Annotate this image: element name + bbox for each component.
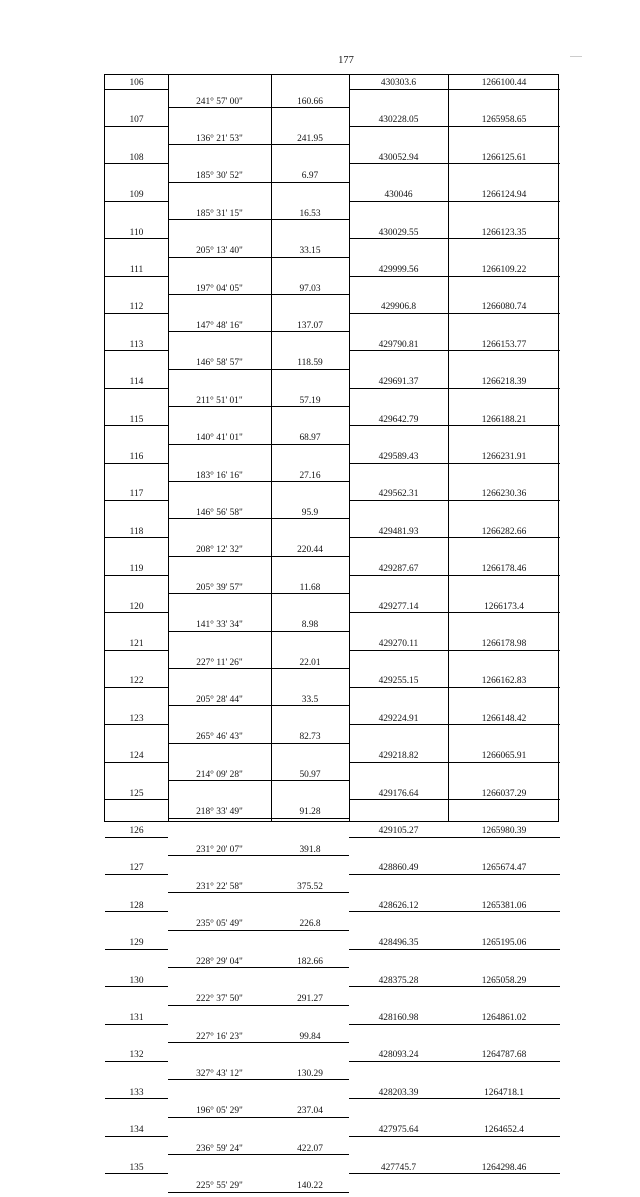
row-rule: [168, 144, 349, 145]
distance-value: 8.98: [301, 620, 319, 631]
bearing-value: 327° 43' 12": [196, 1068, 243, 1079]
point-number: 107: [129, 115, 144, 126]
point-number: 118: [129, 526, 144, 537]
row-rule: [349, 313, 560, 314]
x-coordinate: 429105.27: [378, 826, 419, 836]
x-coordinate: 429999.56: [378, 265, 419, 275]
x-coordinate: 429691.37: [378, 377, 419, 388]
row-rule: [105, 1136, 168, 1137]
table-row: [105, 262, 558, 299]
row-rule: [105, 276, 168, 277]
y-coordinate: 1266037.29: [481, 788, 527, 799]
point-number: 123: [129, 713, 144, 724]
point-number: 111: [129, 265, 144, 275]
table-row: [105, 75, 558, 112]
y-coordinate: 1266109.22: [481, 265, 527, 275]
x-coordinate: 428626.12: [378, 900, 419, 911]
distance-value: 97.03: [299, 283, 321, 294]
distance-value: 95.9: [301, 507, 319, 518]
row-rule: [349, 1136, 560, 1137]
distance-value: 33.15: [299, 246, 321, 257]
row-rule: [105, 986, 168, 987]
row-rule: [168, 967, 349, 968]
x-coordinate: 427975.64: [378, 1125, 419, 1136]
table-row: [105, 225, 558, 262]
table-row: [105, 935, 558, 972]
row-rule: [105, 650, 168, 651]
row-rule: [349, 238, 560, 239]
row-rule: [349, 762, 560, 763]
point-number: 113: [129, 339, 144, 350]
y-coordinate: 1264861.02: [481, 1013, 527, 1023]
point-number: 108: [129, 152, 144, 163]
distance-value: 375.52: [297, 881, 323, 892]
bearing-value: 205° 28' 44": [196, 694, 243, 705]
row-rule: [168, 107, 349, 108]
row-rule: [105, 1098, 168, 1099]
distance-value: 391.8: [299, 844, 321, 855]
bearing-value: 265° 46' 43": [196, 732, 243, 743]
row-rule: [168, 1117, 349, 1118]
x-coordinate: 429790.81: [378, 339, 419, 350]
row-rule: [349, 463, 560, 464]
table-row: [105, 599, 558, 636]
x-coordinate: 429277.14: [378, 601, 419, 612]
distance-value: 50.97: [299, 769, 321, 780]
row-rule: [349, 350, 560, 351]
distance-value: 118.59: [297, 358, 323, 369]
row-rule: [105, 799, 168, 800]
table-row: [105, 786, 558, 823]
row-rule: [105, 612, 168, 613]
row-rule: [105, 874, 168, 875]
row-rule: [105, 1024, 168, 1025]
distance-value: 27.16: [299, 470, 321, 481]
x-coordinate: 427745.7: [380, 1162, 417, 1173]
table-row: [105, 1122, 558, 1159]
distance-value: 241.95: [297, 133, 323, 144]
row-rule: [105, 313, 168, 314]
x-coordinate: 430303.6: [380, 78, 417, 88]
point-number: 110: [129, 227, 144, 238]
y-coordinate: 1265195.06: [481, 938, 527, 949]
point-number: 116: [129, 452, 144, 462]
y-coordinate: 1265980.39: [481, 826, 527, 836]
row-rule: [349, 650, 560, 651]
point-number: 117: [129, 489, 144, 500]
y-coordinate: 1266231.91: [481, 452, 527, 462]
row-rule: [168, 631, 349, 632]
distance-value: 422.07: [297, 1143, 323, 1154]
bearing-value: 183° 16' 16": [196, 470, 243, 481]
y-coordinate: 1265958.65: [481, 115, 527, 126]
y-coordinate: 1264298.46: [481, 1162, 527, 1173]
y-coordinate: 1266173.4: [484, 601, 524, 612]
row-rule: [168, 1042, 349, 1043]
point-number: 131: [129, 1013, 144, 1023]
row-rule: [349, 89, 560, 90]
bearing-value: 147° 48' 16": [196, 320, 243, 331]
table-row: [105, 112, 558, 149]
y-coordinate: 1266178.46: [481, 564, 527, 575]
row-rule: [105, 762, 168, 763]
point-number: 128: [129, 900, 144, 911]
y-coordinate: 1266148.42: [481, 713, 527, 724]
bearing-value: 241° 57' 00": [196, 96, 243, 107]
table-row: [105, 187, 558, 224]
bearing-value: 197° 04' 05": [196, 283, 243, 294]
row-rule: [168, 1154, 349, 1155]
bearing-value: 205° 39' 57": [196, 582, 243, 593]
row-rule: [168, 556, 349, 557]
x-coordinate: 428375.28: [378, 975, 419, 986]
bearing-value: 146° 58' 57": [196, 358, 243, 369]
x-coordinate: 428860.49: [378, 863, 419, 874]
y-coordinate: 1266230.36: [481, 489, 527, 500]
y-coordinate: 1266178.98: [481, 639, 527, 649]
bearing-value: 141° 33' 34": [196, 620, 243, 631]
row-rule: [105, 1061, 168, 1062]
table-row: [105, 636, 558, 673]
coordinate-table: [104, 74, 559, 1192]
x-coordinate: 428496.35: [378, 938, 419, 949]
point-number: 134: [129, 1125, 144, 1136]
distance-value: 6.97: [301, 171, 319, 182]
row-rule: [105, 238, 168, 239]
row-rule: [105, 911, 168, 912]
bearing-value: 218° 33' 49": [196, 807, 243, 818]
point-number: 120: [129, 601, 144, 612]
table-row: [105, 486, 558, 523]
point-number: 106: [129, 78, 144, 88]
x-coordinate: 429224.91: [378, 713, 419, 724]
table-row: [105, 299, 558, 336]
row-rule: [168, 1005, 349, 1006]
distance-value: 130.29: [297, 1068, 323, 1079]
row-rule: [349, 126, 560, 127]
distance-value: 160.66: [297, 96, 323, 107]
distance-value: 140.22: [297, 1181, 323, 1192]
distance-value: 11.68: [299, 582, 321, 593]
x-coordinate: 428093.24: [378, 1050, 419, 1061]
row-rule: [168, 444, 349, 445]
point-number: 112: [129, 302, 144, 313]
y-coordinate: 1266123.35: [481, 227, 527, 238]
bearing-value: 227° 11' 26": [196, 657, 243, 668]
row-rule: [168, 219, 349, 220]
row-rule: [349, 1024, 560, 1025]
bearing-value: 208° 12' 32": [196, 545, 243, 556]
table-row: [105, 150, 558, 187]
row-rule: [105, 89, 168, 90]
y-coordinate: 1266124.94: [481, 190, 527, 201]
bearing-value: 205° 13' 40": [196, 246, 243, 257]
row-rule: [168, 331, 349, 332]
bearing-value: 140° 41' 01": [196, 433, 243, 444]
point-number: 135: [129, 1162, 144, 1173]
row-rule: [168, 1079, 349, 1080]
row-rule: [105, 837, 168, 838]
row-rule: [168, 818, 349, 819]
x-coordinate: 429906.8: [380, 302, 417, 313]
table-row: [105, 1085, 558, 1122]
x-coordinate: 429562.31: [378, 489, 419, 500]
point-number: 121: [129, 639, 144, 649]
x-coordinate: 429270.11: [378, 639, 419, 649]
table-row: [105, 748, 558, 785]
row-rule: [105, 687, 168, 688]
point-number: 122: [129, 676, 144, 687]
margin-mark: [570, 56, 582, 57]
row-rule: [105, 425, 168, 426]
x-coordinate: 428160.98: [378, 1013, 419, 1023]
point-number: 126: [129, 826, 144, 836]
table-row: [105, 823, 558, 860]
row-rule: [168, 257, 349, 258]
row-rule: [349, 687, 560, 688]
x-coordinate: 430029.55: [378, 227, 419, 238]
row-rule: [349, 1098, 560, 1099]
row-rule: [349, 1173, 560, 1174]
bearing-value: 225° 55' 29": [196, 1181, 243, 1192]
x-coordinate: 428203.39: [378, 1087, 419, 1098]
row-rule: [168, 518, 349, 519]
row-rule: [349, 388, 560, 389]
distance-value: 82.73: [299, 732, 321, 743]
table-row: [105, 412, 558, 449]
bearing-value: 236° 59' 24": [196, 1143, 243, 1154]
row-rule: [105, 949, 168, 950]
row-rule: [168, 705, 349, 706]
distance-value: 57.19: [299, 395, 321, 406]
page-number: 177: [338, 55, 354, 66]
row-rule: [168, 182, 349, 183]
y-coordinate: 1266162.83: [481, 676, 527, 687]
row-rule: [168, 743, 349, 744]
table-row: [105, 860, 558, 897]
point-number: 109: [129, 190, 144, 201]
row-rule: [168, 930, 349, 931]
x-coordinate: 429481.93: [378, 526, 419, 537]
bearing-value: 228° 29' 04": [196, 956, 243, 967]
row-rule: [105, 388, 168, 389]
y-coordinate: 1266065.91: [481, 751, 527, 762]
distance-value: 182.66: [297, 956, 323, 967]
row-rule: [168, 593, 349, 594]
row-rule: [105, 1173, 168, 1174]
bearing-value: 185° 30' 52": [196, 171, 243, 182]
y-coordinate: 1265674.47: [481, 863, 527, 874]
row-rule: [349, 799, 560, 800]
bearing-value: 211° 51' 01": [196, 395, 243, 406]
y-coordinate: 1266080.74: [481, 302, 527, 313]
y-coordinate: 1264652.4: [484, 1125, 524, 1136]
point-number: 119: [129, 564, 144, 575]
distance-value: 22.01: [299, 657, 321, 668]
bearing-value: 231° 20' 07": [196, 844, 243, 855]
row-rule: [168, 892, 349, 893]
row-rule: [349, 837, 560, 838]
bearing-value: 136° 21' 53": [196, 133, 243, 144]
y-coordinate: 1266188.21: [481, 414, 527, 425]
row-rule: [105, 724, 168, 725]
row-rule: [168, 369, 349, 370]
bearing-value: 146° 56' 58": [196, 507, 243, 518]
x-coordinate: 429218.82: [378, 751, 419, 762]
bearing-value: 196° 05' 29": [196, 1106, 243, 1117]
row-rule: [105, 201, 168, 202]
row-rule: [349, 163, 560, 164]
x-coordinate: 430228.05: [378, 115, 419, 126]
row-rule: [105, 537, 168, 538]
row-rule: [349, 949, 560, 950]
x-coordinate: 429642.79: [378, 414, 419, 425]
y-coordinate: 1266153.77: [481, 339, 527, 350]
table-row: [105, 524, 558, 561]
row-rule: [168, 668, 349, 669]
x-coordinate: 430046: [384, 190, 413, 201]
row-rule: [168, 780, 349, 781]
distance-value: 220.44: [297, 545, 323, 556]
distance-value: 68.97: [299, 433, 321, 444]
y-coordinate: 1265381.06: [481, 900, 527, 911]
point-number: 114: [129, 377, 144, 388]
bearing-value: 227° 16' 23": [196, 1031, 243, 1042]
table-row: [105, 337, 558, 374]
y-coordinate: 1265058.29: [481, 975, 527, 986]
table-row: [105, 374, 558, 411]
row-rule: [349, 425, 560, 426]
y-coordinate: 1266218.39: [481, 377, 527, 388]
distance-value: 226.8: [299, 919, 321, 930]
table-row: [105, 1010, 558, 1047]
y-coordinate: 1264787.68: [481, 1050, 527, 1061]
y-coordinate: 1266125.61: [481, 152, 527, 163]
row-rule: [349, 986, 560, 987]
y-coordinate: 1266100.44: [481, 78, 527, 88]
point-number: 127: [129, 863, 144, 874]
point-number: 124: [129, 751, 144, 762]
row-rule: [349, 201, 560, 202]
row-rule: [349, 537, 560, 538]
distance-value: 99.84: [299, 1031, 321, 1042]
x-coordinate: 429176.64: [378, 788, 419, 799]
row-rule: [105, 575, 168, 576]
row-rule: [349, 1061, 560, 1062]
row-rule: [349, 575, 560, 576]
row-rule: [105, 500, 168, 501]
distance-value: 33.5: [301, 694, 319, 705]
row-rule: [349, 612, 560, 613]
distance-value: 137.07: [297, 320, 323, 331]
row-rule: [168, 294, 349, 295]
x-coordinate: 430052.94: [378, 152, 419, 163]
row-rule: [105, 350, 168, 351]
distance-value: 237.04: [297, 1106, 323, 1117]
table-row: [105, 449, 558, 486]
row-rule: [349, 500, 560, 501]
table-row: [105, 1160, 558, 1197]
table-row: [105, 898, 558, 935]
x-coordinate: 429255.15: [378, 676, 419, 687]
bearing-value: 235° 05' 49": [196, 919, 243, 930]
bearing-value: 231° 22' 58": [196, 881, 243, 892]
row-rule: [168, 406, 349, 407]
x-coordinate: 429287.67: [378, 564, 419, 575]
x-coordinate: 429589.43: [378, 452, 419, 462]
bearing-value: 222° 37' 50": [196, 994, 243, 1005]
row-rule: [168, 1192, 349, 1193]
row-rule: [349, 724, 560, 725]
y-coordinate: 1266282.66: [481, 526, 527, 537]
table-row: [105, 1047, 558, 1084]
row-rule: [349, 911, 560, 912]
table-row: [105, 673, 558, 710]
table-row: [105, 973, 558, 1010]
point-number: 115: [129, 414, 144, 425]
row-rule: [349, 276, 560, 277]
point-number: 132: [129, 1050, 144, 1061]
row-rule: [105, 463, 168, 464]
bearing-value: 185° 31' 15": [196, 208, 243, 219]
y-coordinate: 1264718.1: [484, 1087, 524, 1098]
row-rule: [349, 874, 560, 875]
point-number: 129: [129, 938, 144, 949]
row-rule: [105, 163, 168, 164]
bearing-value: 214° 09' 28": [196, 769, 243, 780]
row-rule: [105, 126, 168, 127]
point-number: 133: [129, 1087, 144, 1098]
table-row: [105, 561, 558, 598]
point-number: 130: [129, 975, 144, 986]
point-number: 125: [129, 788, 144, 799]
distance-value: 91.28: [299, 807, 321, 818]
row-rule: [168, 481, 349, 482]
distance-value: 291.27: [297, 994, 323, 1005]
distance-value: 16.53: [299, 208, 321, 219]
table-row: [105, 711, 558, 748]
row-rule: [168, 855, 349, 856]
